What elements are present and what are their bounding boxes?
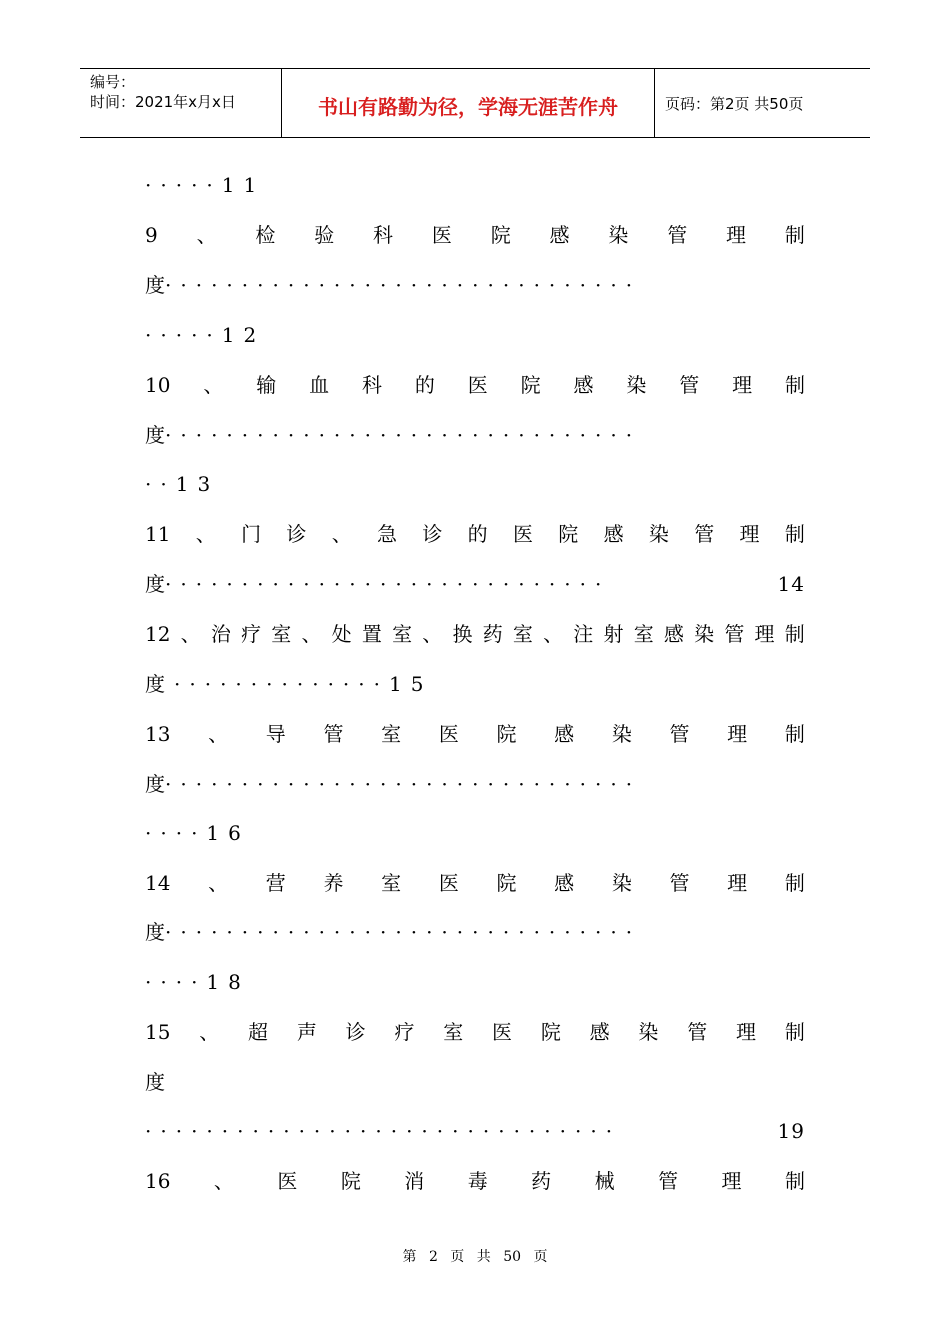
toc-title-char: 制	[784, 1169, 805, 1193]
toc-leader-line	[145, 421, 805, 449]
toc-title-char: 、	[422, 622, 443, 646]
toc-title-char: 医	[277, 1169, 298, 1193]
toc-title-char: 制	[784, 871, 805, 895]
toc-title-char: 制	[784, 1020, 805, 1044]
toc-title-char: 理	[754, 622, 775, 646]
toc-title-char: 管	[679, 373, 700, 397]
toc-title-char: 诊	[345, 1020, 366, 1044]
toc-continuation-text: ····16	[145, 821, 250, 845]
toc-title-char: 11	[145, 522, 171, 546]
toc-title-char: 门	[241, 522, 262, 546]
toc-title-char: 、	[543, 622, 564, 646]
toc-title-char: 医	[438, 871, 459, 895]
header-meta-cell	[80, 69, 281, 137]
document-date-label: 时间：2021年x月x日	[90, 93, 236, 111]
toc-title-char: 处	[331, 622, 352, 646]
toc-title-char: 毒	[467, 1169, 488, 1193]
toc-title-char: 染	[694, 622, 715, 646]
toc-continuation-text: ····18	[145, 970, 250, 994]
toc-title-char: 、	[331, 522, 352, 546]
toc-title-char: 诊	[286, 522, 307, 546]
toc-continuation-line	[145, 968, 805, 996]
toc-title-char: 管	[694, 522, 715, 546]
toc-title-char: 感	[554, 871, 575, 895]
toc-continuation-text: ·····11	[145, 173, 266, 197]
toc-title-char: 室	[443, 1020, 464, 1044]
header-page-cell	[655, 69, 870, 137]
toc-title-char: 养	[323, 871, 344, 895]
page-header	[80, 68, 870, 138]
toc-leader-line	[145, 271, 805, 299]
toc-continuation-line	[145, 321, 805, 349]
toc-title-char: 、	[203, 373, 224, 397]
toc-entry-title	[145, 520, 805, 548]
toc-leader-line	[145, 570, 805, 598]
toc-title-char: 、	[180, 622, 201, 646]
toc-title-char: 医	[438, 722, 459, 746]
toc-title-char: 院	[490, 223, 511, 247]
toc-continuation-text: 度··············15	[145, 672, 433, 696]
toc-title-char: 、	[196, 223, 217, 247]
toc-title-char: 染	[638, 1020, 659, 1044]
toc-entry-title	[145, 620, 805, 648]
toc-title-char: 声	[296, 1020, 317, 1044]
toc-title-char: 、	[208, 871, 229, 895]
toc-title-char: 械	[594, 1169, 615, 1193]
toc-leader-lead: 度	[145, 572, 165, 596]
toc-leader-dots: ·······························	[165, 423, 642, 447]
toc-title-char: 医	[512, 522, 533, 546]
toc-title-char: 管	[669, 722, 690, 746]
toc-title-char: 10	[145, 373, 171, 397]
toc-leader-line	[145, 918, 805, 946]
toc-title-char: 院	[540, 1020, 561, 1044]
toc-title-char: 感	[663, 622, 684, 646]
toc-title-char: 染	[648, 522, 669, 546]
toc-title-char: 制	[784, 722, 805, 746]
toc-entry-title	[145, 1018, 805, 1046]
toc-leader-dots: ·······························	[165, 772, 642, 796]
toc-title-char: 院	[558, 522, 579, 546]
toc-leader-line	[145, 770, 805, 798]
toc-title-char: 管	[724, 622, 745, 646]
toc-continuation-text: ·····12	[145, 323, 266, 347]
toc-title-char: 感	[573, 373, 594, 397]
toc-title-char: 的	[467, 522, 488, 546]
toc-title-char: 营	[265, 871, 286, 895]
toc-title-char: 急	[377, 522, 398, 546]
toc-title-char: 科	[361, 373, 382, 397]
toc-title-char: 16	[145, 1169, 171, 1193]
toc-title-char: 医	[467, 373, 488, 397]
toc-title-char: 换	[452, 622, 473, 646]
toc-title-char: 感	[589, 1020, 610, 1044]
toc-title-char: 、	[301, 622, 322, 646]
toc-title-char: 14	[145, 871, 171, 895]
toc-title-char: 医	[492, 1020, 513, 1044]
toc-title-char: 疗	[394, 1020, 415, 1044]
toc-title-char: 理	[721, 1169, 742, 1193]
toc-title-char: 、	[213, 1169, 234, 1193]
toc-page-number: 19	[777, 1119, 805, 1143]
toc-title-char: 室	[381, 871, 402, 895]
toc-entry-title	[145, 1167, 805, 1195]
header-motto-cell	[281, 69, 655, 137]
toc-title-char: 科	[373, 223, 394, 247]
toc-title-char: 管	[687, 1020, 708, 1044]
toc-title-char: 消	[404, 1169, 425, 1193]
toc-title-char: 室	[512, 622, 533, 646]
toc-title-char: 药	[482, 622, 503, 646]
toc-title-char: 制	[784, 373, 805, 397]
toc-title-char: 感	[603, 522, 624, 546]
toc-title-char: 12	[145, 622, 171, 646]
toc-title-char: 理	[736, 1020, 757, 1044]
toc-title-char: 注	[573, 622, 594, 646]
toc-page-number: 14	[777, 572, 805, 596]
toc-title-char: 制	[784, 522, 805, 546]
toc-title-char: 的	[414, 373, 435, 397]
toc-title-char: 室	[392, 622, 413, 646]
toc-title-char: 、	[208, 722, 229, 746]
toc-entry-title	[145, 720, 805, 748]
toc-title-char: 室	[633, 622, 654, 646]
toc-title-char: 医	[431, 223, 452, 247]
toc-title-char: 感	[549, 223, 570, 247]
toc-title-char: 院	[340, 1169, 361, 1193]
toc-title-char: 理	[732, 373, 753, 397]
page-footer: 第 2 页 共 50 页	[402, 1249, 548, 1265]
toc-title-char: 室	[271, 622, 292, 646]
toc-title-char: 理	[739, 522, 760, 546]
toc-title-char: 制	[784, 622, 805, 646]
toc-leader-lead: 度	[145, 772, 165, 796]
toc-continuation-line	[145, 171, 805, 199]
toc-title-char: 管	[669, 871, 690, 895]
toc-title-char: 染	[611, 871, 632, 895]
toc-title-char: 13	[145, 722, 171, 746]
toc-title-char: 管	[323, 722, 344, 746]
toc-leader-line	[145, 1117, 805, 1145]
toc-title-char: 染	[608, 223, 629, 247]
toc-continuation-line	[145, 670, 805, 698]
toc-title-char: 感	[554, 722, 575, 746]
toc-title-char: 、	[195, 522, 216, 546]
toc-title-char: 染	[626, 373, 647, 397]
toc-title-char: 9	[145, 223, 158, 247]
toc-entry-title	[145, 221, 805, 249]
toc-continuation-line	[145, 819, 805, 847]
toc-title-char: 治	[210, 622, 231, 646]
toc-leader-dots: ·····························	[165, 572, 611, 596]
toc-title-char: 管	[667, 223, 688, 247]
toc-title-char: 制	[784, 223, 805, 247]
toc-title-char: 室	[381, 722, 402, 746]
toc-title-char: 输	[256, 373, 277, 397]
toc-title-char: 院	[496, 722, 517, 746]
toc-leader-lead: 度	[145, 273, 165, 297]
header-page-label: 页码：第2页 共50页	[665, 95, 804, 113]
toc-title-char: 置	[361, 622, 382, 646]
toc-title-char: 疗	[241, 622, 262, 646]
toc-leader-dots: ·······························	[145, 1119, 622, 1143]
toc-leader-dots: ·······························	[165, 273, 642, 297]
toc-continuation-text: 度	[145, 1070, 174, 1094]
toc-title-char: 院	[496, 871, 517, 895]
toc-continuation-line	[145, 470, 805, 498]
toc-title-char: 导	[265, 722, 286, 746]
toc-leader-dots: ·······························	[165, 920, 642, 944]
toc-title-char: 超	[248, 1020, 269, 1044]
toc-title-char: 15	[145, 1020, 171, 1044]
header-motto: 书山有路勤为径，学海无涯苦作舟	[318, 95, 618, 119]
toc-title-char: 理	[727, 722, 748, 746]
toc-title-char: 诊	[422, 522, 443, 546]
toc-title-char: 、	[199, 1020, 220, 1044]
toc-title-char: 药	[531, 1169, 552, 1193]
toc-title-char: 血	[309, 373, 330, 397]
toc-entry-title	[145, 869, 805, 897]
toc-leader-lead: 度	[145, 920, 165, 944]
toc-title-char: 验	[314, 223, 335, 247]
toc-continuation-text: ··13	[145, 472, 220, 496]
toc-title-char: 检	[255, 223, 276, 247]
document-number-label: 编号：	[90, 73, 136, 91]
toc-title-char: 射	[603, 622, 624, 646]
toc-leader-lead: 度	[145, 423, 165, 447]
toc-title-char: 理	[727, 871, 748, 895]
toc-continuation-line	[145, 1068, 805, 1096]
toc-entry-title	[145, 371, 805, 399]
toc-title-char: 染	[611, 722, 632, 746]
toc-title-char: 院	[520, 373, 541, 397]
toc-title-char: 理	[726, 223, 747, 247]
toc-title-char: 管	[658, 1169, 679, 1193]
